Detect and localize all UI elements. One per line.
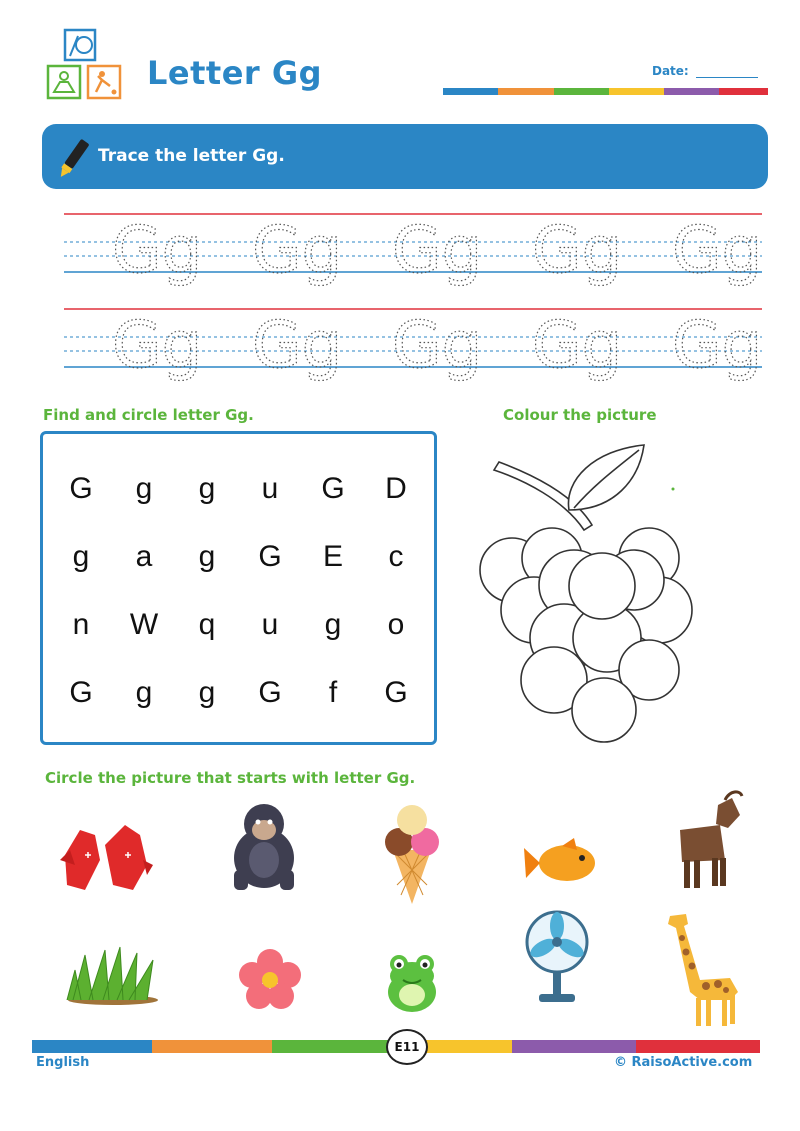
header-color-stripe	[443, 88, 768, 95]
grid-letter[interactable]: g	[198, 676, 216, 709]
stripe-segment	[443, 88, 498, 95]
fish-picture[interactable]	[522, 838, 600, 888]
trace-letter[interactable]: Gg	[672, 214, 762, 288]
grid-letter[interactable]: g	[135, 676, 153, 709]
stripe-segment	[719, 88, 768, 95]
letter-grid	[40, 431, 437, 745]
goat-picture[interactable]	[670, 790, 745, 890]
grid-letter[interactable]: g	[135, 472, 153, 505]
grid-letter[interactable]: D	[385, 472, 407, 505]
grid-letter[interactable]: G	[69, 472, 93, 505]
grid-letter[interactable]: W	[129, 608, 159, 641]
page-number-badge: E11	[386, 1029, 428, 1065]
grid-letter[interactable]: g	[324, 608, 342, 641]
trace-letter[interactable]: Gg	[252, 214, 343, 288]
date-field[interactable]	[696, 77, 758, 78]
stripe-segment	[609, 88, 664, 95]
grid-letter[interactable]: g	[198, 472, 216, 505]
tracing-row-1[interactable]	[64, 210, 762, 290]
flower-picture[interactable]	[238, 948, 302, 1012]
stripe-segment	[498, 88, 553, 95]
ice-cream-picture[interactable]	[383, 800, 441, 905]
trace-letter[interactable]: Gg	[392, 309, 483, 383]
frog-picture[interactable]	[383, 950, 441, 1015]
banner-text: Trace the letter Gg.	[98, 146, 285, 166]
grid-letter[interactable]: E	[322, 540, 343, 573]
grid-letter[interactable]: g	[198, 540, 216, 573]
stripe-segment	[32, 1040, 152, 1053]
stripe-segment	[664, 88, 719, 95]
grid-letter[interactable]: g	[72, 540, 90, 573]
activity-logo-icon	[46, 28, 126, 104]
grass-picture[interactable]	[65, 945, 162, 1005]
giraffe-picture[interactable]	[660, 910, 748, 1028]
grid-letter[interactable]: c	[388, 540, 404, 573]
stripe-segment	[425, 1040, 512, 1053]
grid-letter[interactable]: o	[387, 608, 405, 641]
footer-subject: English	[36, 1055, 90, 1070]
stripe-segment	[152, 1040, 272, 1053]
stripe-segment	[636, 1040, 760, 1053]
trace-letter[interactable]: Gg	[532, 309, 623, 383]
grid-letter[interactable]: f	[328, 676, 338, 709]
grid-letter[interactable]: u	[261, 608, 279, 641]
trace-letter[interactable]: Gg	[672, 309, 762, 383]
stripe-segment	[554, 88, 609, 95]
page-title: Letter Gg	[147, 54, 322, 92]
stripe-segment	[512, 1040, 636, 1053]
tracing-row-2[interactable]	[64, 305, 762, 385]
grid-letter[interactable]: q	[198, 608, 216, 641]
grapes-outline-picture[interactable]	[474, 440, 704, 750]
find-section-title: Find and circle letter Gg.	[43, 406, 254, 424]
trace-letter[interactable]: Gg	[112, 309, 203, 383]
grid-letter[interactable]: a	[135, 540, 153, 573]
trace-letter[interactable]: Gg	[532, 214, 623, 288]
grid-letter[interactable]: G	[258, 540, 282, 573]
circle-section-title: Circle the picture that starts with letter Gg.	[45, 769, 416, 787]
fan-picture[interactable]	[525, 908, 590, 1005]
gorilla-picture[interactable]	[228, 800, 300, 895]
grid-letter[interactable]: G	[69, 676, 93, 709]
date-label: Date:	[652, 64, 689, 78]
marker-pen-icon	[56, 134, 92, 182]
footer-copyright: © RaisoActive.com	[614, 1055, 753, 1070]
grid-letter[interactable]: G	[384, 676, 408, 709]
grid-letter[interactable]: G	[321, 472, 345, 505]
gloves-picture[interactable]	[55, 815, 155, 895]
trace-letter[interactable]: Gg	[112, 214, 203, 288]
grid-letter[interactable]: u	[261, 472, 279, 505]
trace-letter[interactable]: Gg	[392, 214, 483, 288]
trace-letter[interactable]: Gg	[252, 309, 343, 383]
colour-section-title: Colour the picture	[503, 406, 657, 424]
grid-letter[interactable]: n	[72, 608, 90, 641]
grid-letter[interactable]: G	[258, 676, 282, 709]
